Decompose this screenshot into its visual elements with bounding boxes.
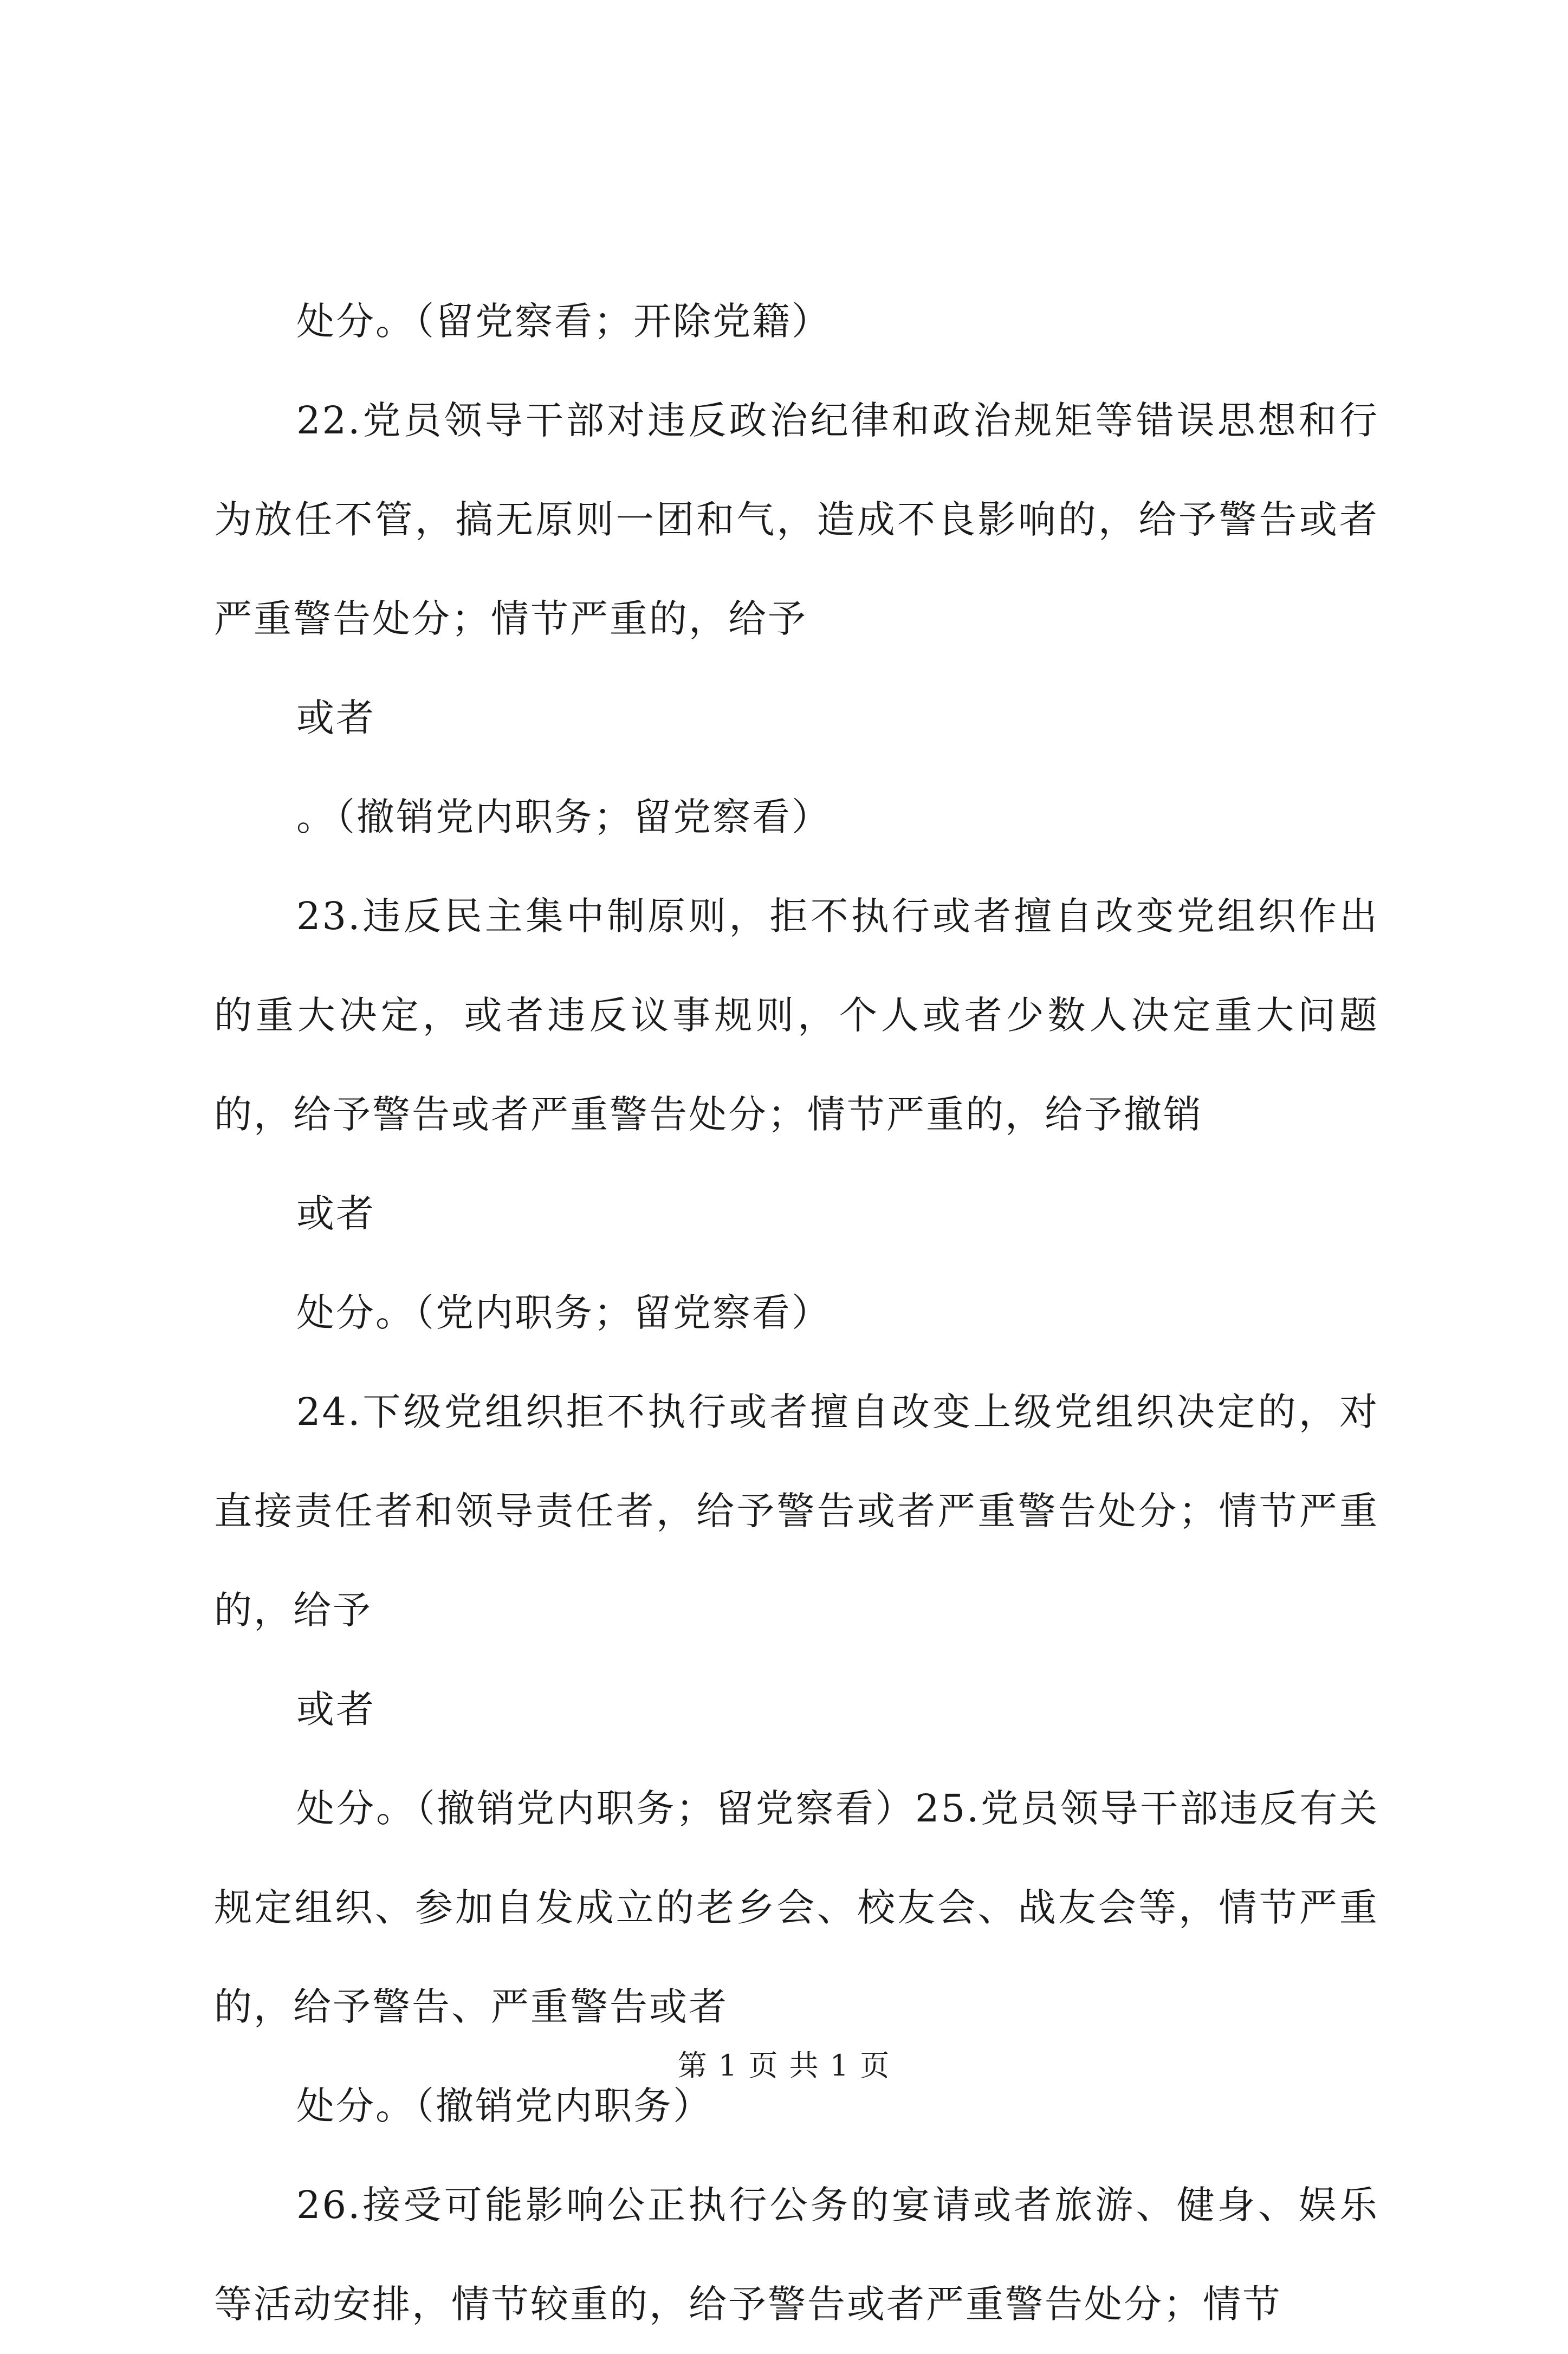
paragraph: 处分。（留党察看；开除党籍） (296, 299, 831, 343)
paragraph: 或者 (296, 1687, 375, 1732)
paragraph: 或者 (296, 696, 375, 740)
paragraph: 或者 (296, 1191, 375, 1236)
paragraph: 处分。（党内职务；留党察看） (296, 1291, 831, 1335)
page-footer (0, 2042, 1568, 2084)
paragraph: 处分。（撤销党内职务） (296, 2084, 712, 2128)
paragraph: 。（撤销党内职务；留党察看） (296, 795, 831, 839)
paragraph: 处分。（撤销党内职务；留党察看）25.党员领导干部违反有关规定组织、参加自发成立的老乡会、校友会、战友会等，情节严重的，给予警告、严重警告或者 (214, 1786, 1379, 2029)
paragraph: 24.下级党组织拒不执行或者擅自改变上级党组织决定的，对直接责任者和领导责任者，给予警告或者严重警告处分；情节严重的，给予 (214, 1390, 1379, 1632)
document-body (214, 272, 1379, 2354)
paragraph: 23.违反民主集中制原则，拒不执行或者擅自改变党组织作出的重大决定，或者违反议事规则，个人或者少数人决定重大问题的，给予警告或者严重警告处分；情节严重的，给予撤销 (214, 894, 1379, 1137)
paragraph: 26.接受可能影响公正执行公务的宴请或者旅游、健身、娱乐等活动安排，情节较重的，给予警告或者严重警告处分；情节 (214, 2183, 1379, 2326)
page-number-label: 第 1 页 共 1 页 (677, 2048, 891, 2083)
paragraph: 22.党员领导干部对违反政治纪律和政治规矩等错误思想和行为放任不管，搞无原则一团和气，造成不良影响的，给予警告或者严重警告处分；情节严重的，给予 (214, 398, 1379, 641)
